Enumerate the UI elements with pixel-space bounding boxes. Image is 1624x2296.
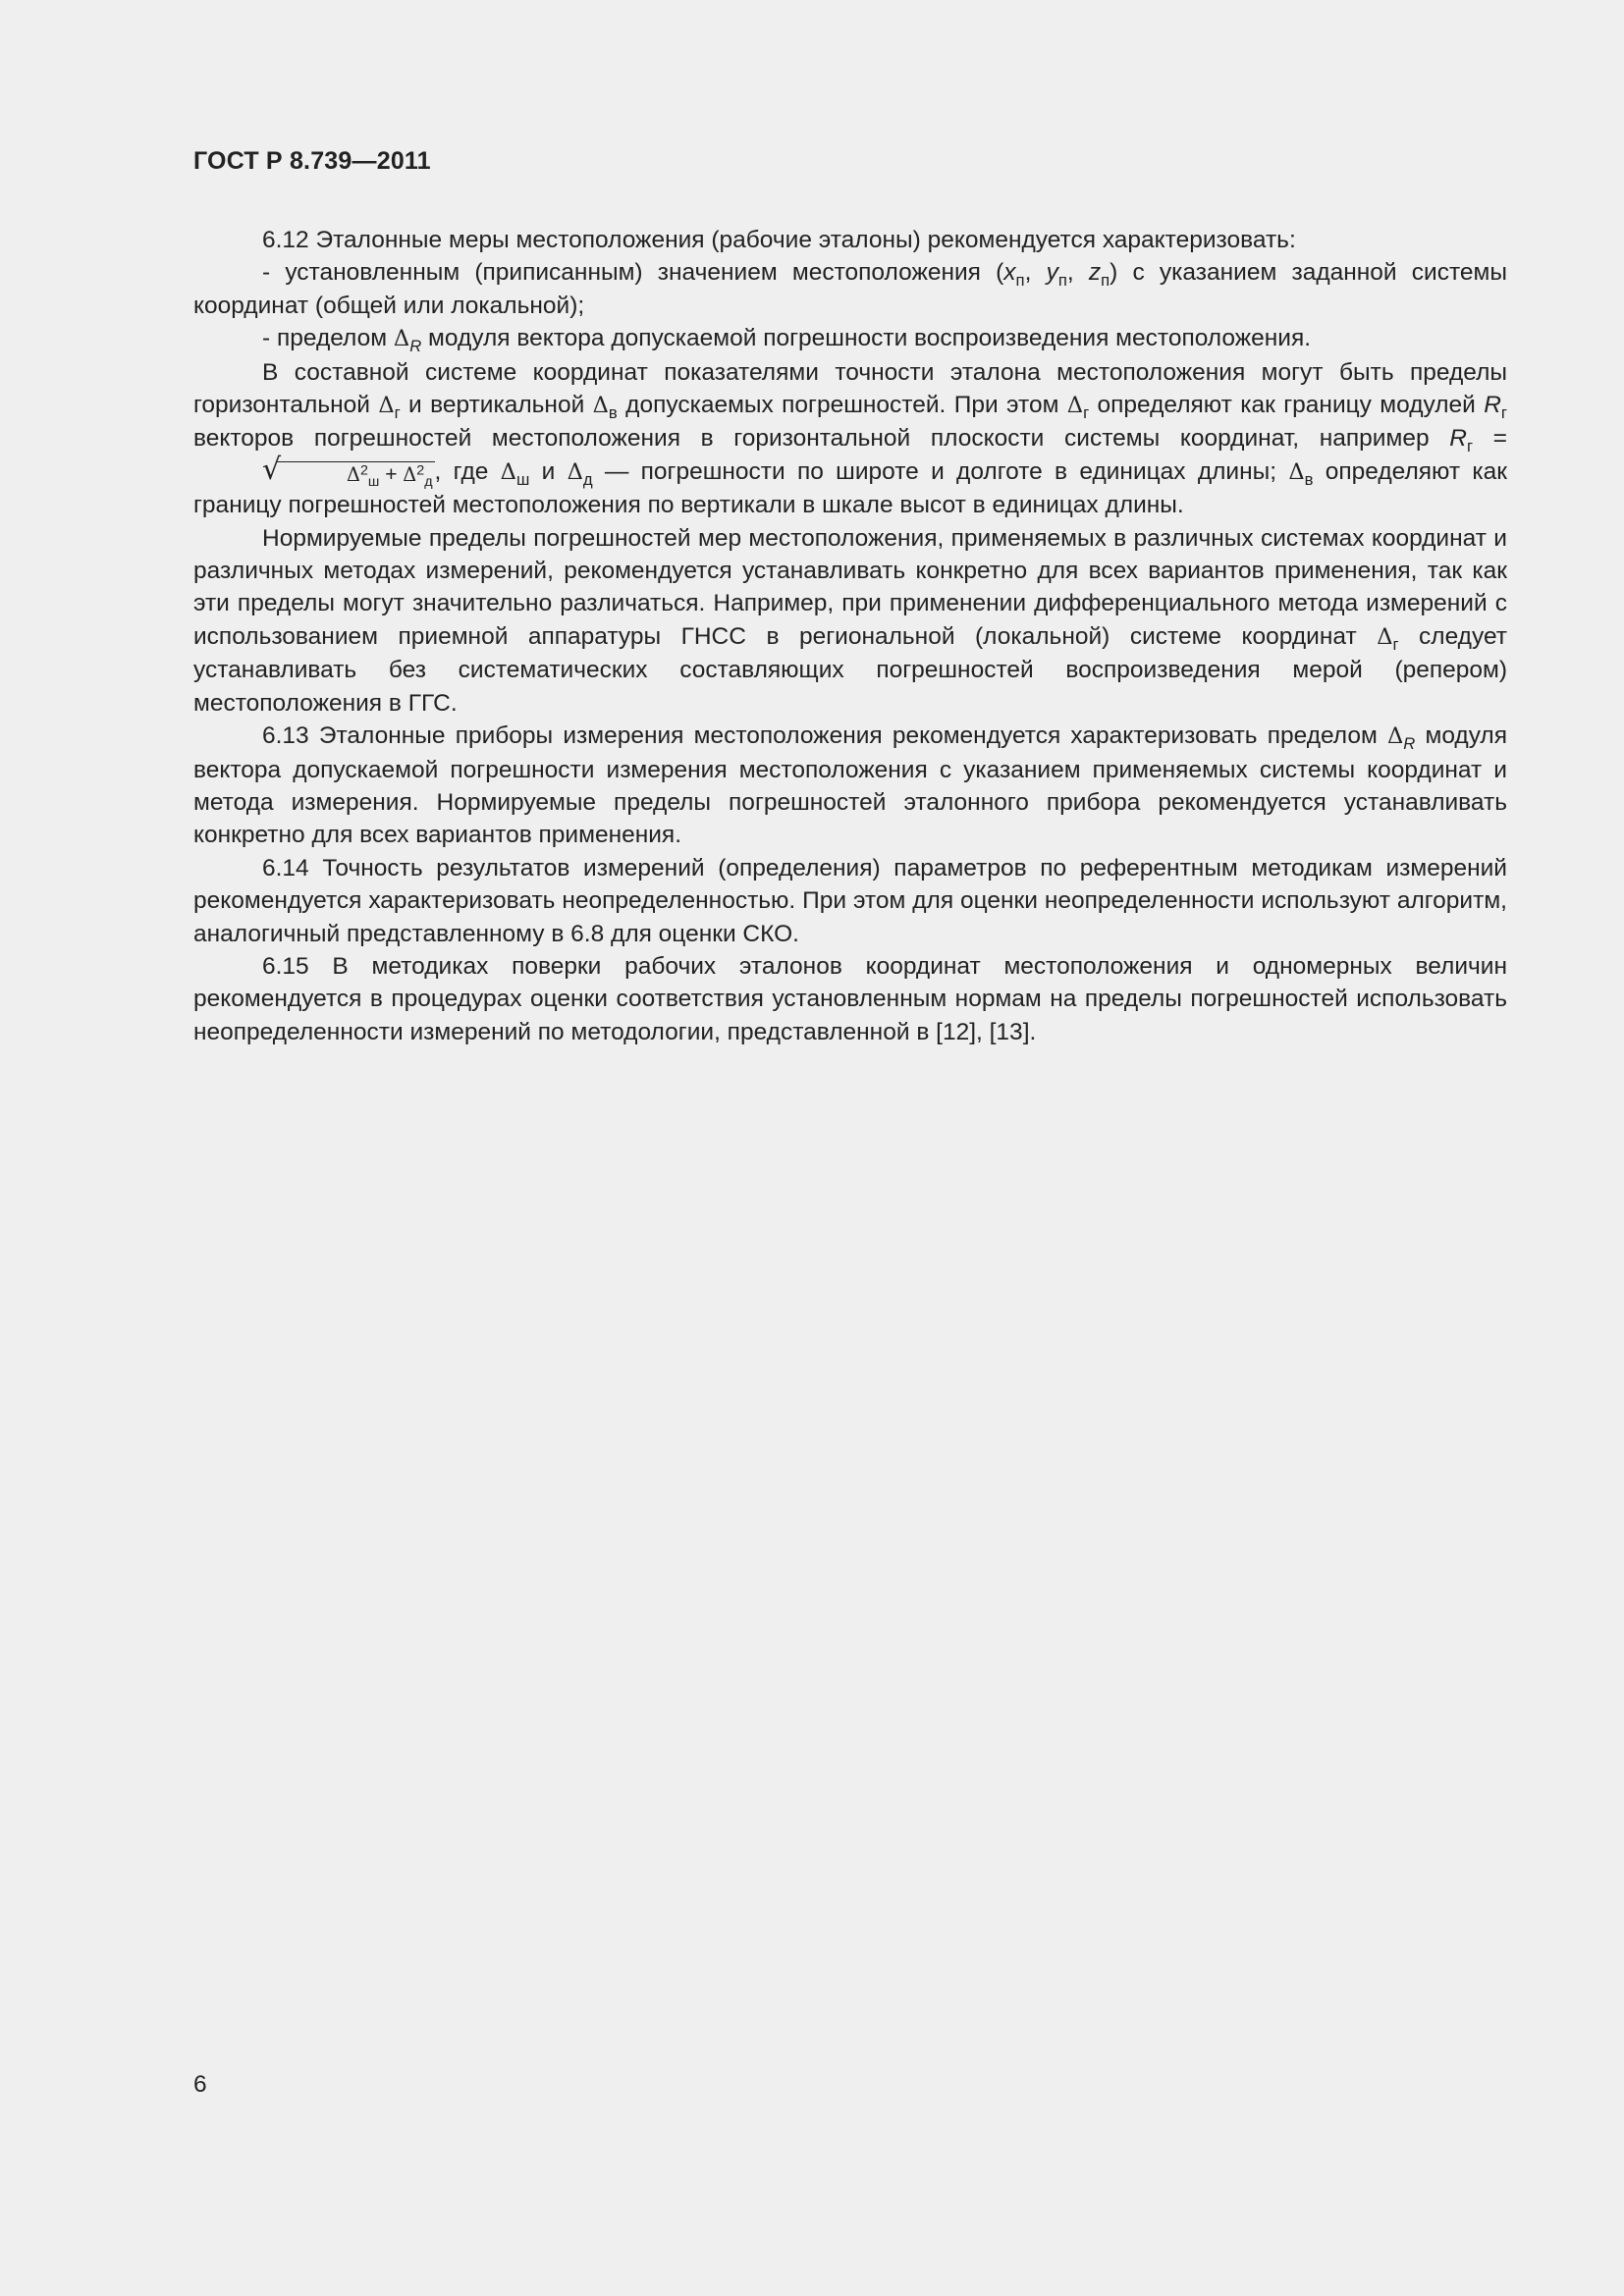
paragraph-composite-system: В составной системе координат показателями точности эталона местоположения могут быть пределы горизонтальной $\Delta_г$ и вертикальной $\Delta_в$ допускаемых погрешностей. При этом $\Delta_г$ определяют как границу модулей $R_г$ векторов погрешностей местоположения в горизонтальной плоскости системы координат, например $R_г$ = √ $\Delta^2_ш + \Delta^2_д$, где $\Delta_ш$ и $\Delta_д$ — погрешности по широте и долготе в единицах длины; $\Delta_в$ определяют как границу погрешностей местоположения по вертикали в шкале высот в единицах длины.: [193, 358, 1507, 519]
paragraph-normalized-limits: Нормируемые пределы погрешностей мер местоположения, применяемых в различных системах координат и различных методах измерений, рекомендуется устанавливать конкретно для всех вариантов применения, так как эти пределы могут значительно различаться. Например, при применении дифференциального метода измерений с использованием приемной аппаратуры ГНСС в региональной (локальной) системе координат $\Delta_г$ следует устанавливать без систематических составляющих погрешностей воспроизведения мерой (репером) местоположения в ГГС.: [193, 524, 1507, 717]
document-body: [193, 224, 1507, 1048]
sqrt-formula: √ $\Delta^2_ш + \Delta^2_д$: [193, 461, 435, 487]
paragraph-position-value: - установленным (приписанным) значением местоположения ($x_п$, $y_п$, $z_п$) с указанием заданной системы координат (общей или локальной);: [193, 259, 1508, 319]
document-header: ГОСТ Р 8.739—2011: [193, 147, 431, 175]
paragraph-6-12: 6.12 Эталонные меры местоположения (рабочие эталоны) рекомендуется характеризовать:: [262, 227, 1296, 253]
paragraph-6-14: 6.14 Точность результатов измерений (определения) параметров по референтным методикам измерений рекомендуется характеризовать неопределенностью. При этом для оценки неопределенности используют алгоритм, аналогичный представленному в 6.8 для оценки СКО.: [193, 854, 1507, 947]
paragraph-limit-delta-r: - пределом $\Delta_R$ модуля вектора допускаемой погрешности воспроизведения местоположения.: [262, 325, 1312, 356]
paragraph-6-15: 6.15 В методиках поверки рабочих эталонов координат местоположения и одномерных величин рекомендуется в процедурах оценки соответствия установленным нормам на пределы погрешностей использовать неопределенности измерений по методологии, представленной в [12], [13].: [193, 952, 1507, 1045]
page-number: 6: [193, 2071, 207, 2098]
sqrt-icon: √: [262, 452, 282, 487]
paragraph-6-13: 6.13 Эталонные приборы измерения местоположения рекомендуется характеризовать пределом $\Delta_R$ модуля вектора допускаемой погрешности измерения местоположения с указанием применяемых системы координат и метода измерения. Нормируемые пределы погрешностей эталонного прибора рекомендуется устанавливать конкретно для всех вариантов применения.: [193, 722, 1507, 849]
